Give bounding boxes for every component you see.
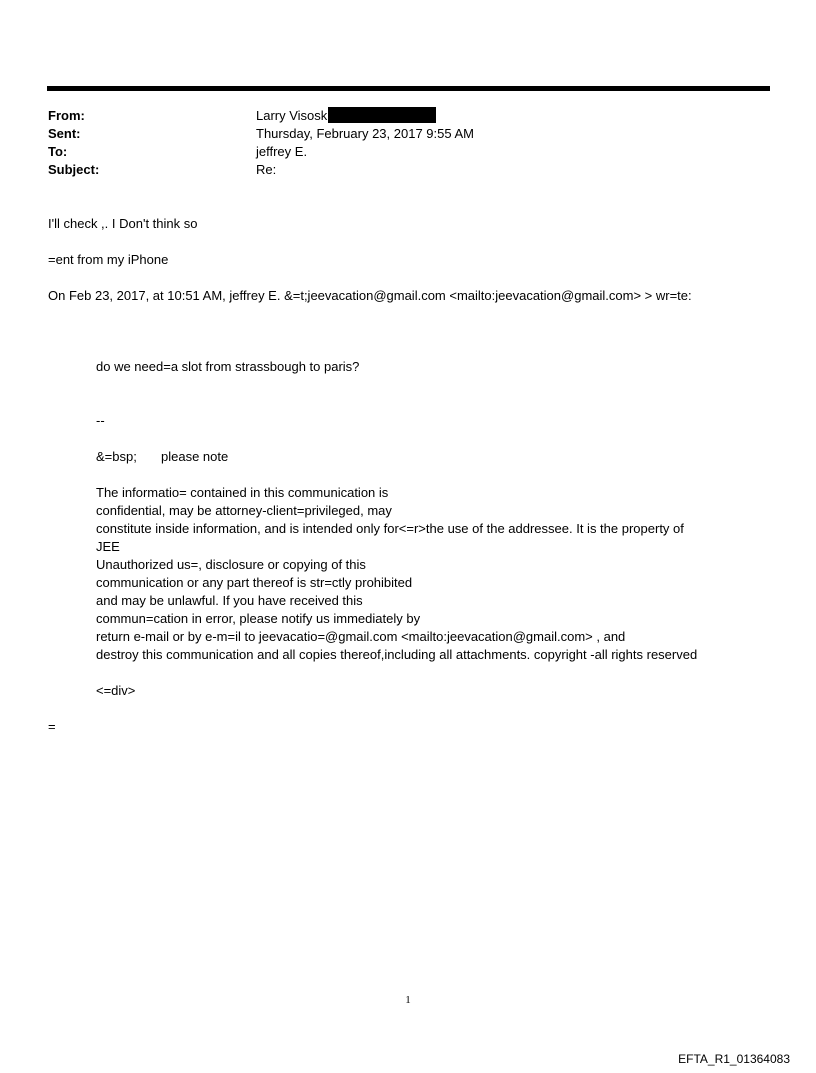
from-value [256, 107, 436, 125]
to-value: jeffrey E. [256, 144, 308, 159]
redaction-box [328, 107, 436, 123]
document-id: EFTA_R1_01364083 [678, 1052, 790, 1066]
disclaimer-line: confidential, may be attorney-client=privileged, may [96, 503, 392, 518]
disclaimer-line: Unauthorized us=, disclosure or copying of this [96, 557, 366, 572]
from-name: Larry Visosk [256, 108, 328, 123]
sent-label: Sent: [48, 126, 81, 141]
disclaimer-line: constitute inside information, and is intended only for<=r>the use of the addressee. It is the property of [96, 521, 684, 536]
signature-line: =ent from my iPhone [48, 252, 169, 267]
disclaimer-line: communication or any part thereof is str=ctly prohibited [96, 575, 413, 590]
trailing-equals: = [48, 719, 56, 734]
from-label: From: [48, 108, 85, 123]
header-rule [47, 86, 770, 91]
disclaimer-line: The informatio= contained in this communication is [96, 485, 389, 500]
disclaimer-line: and may be unlawful. If you have received this [96, 593, 363, 608]
subject-value: Re: [256, 162, 277, 177]
div-close-token: <=div> [96, 683, 136, 698]
quote-intro: On Feb 23, 2017, at 10:51 AM, jeffrey E. &=t;jeevacation@gmail.com <mailto:jeevacation@gmail.com> > wr=te: [48, 288, 692, 303]
signature-separator: -- [96, 413, 105, 428]
to-label: To: [48, 144, 68, 159]
page-number: 1 [405, 994, 411, 1006]
reply-line: I'll check ,. I Don't think so [48, 216, 198, 231]
question-line: do we need=a slot from strassbough to paris? [96, 359, 360, 374]
subject-label: Subject: [48, 162, 100, 177]
disclaimer-line: return e-mail or by e-m=il to jeevacatio=@gmail.com <mailto:jeevacation@gmail.com> , and [96, 629, 626, 644]
sent-value: Thursday, February 23, 2017 9:55 AM [256, 126, 474, 141]
disclaimer-line: JEE [96, 539, 120, 554]
please-note: please note [161, 449, 229, 464]
nbsp-token: &=bsp; [96, 449, 137, 464]
disclaimer-line: destroy this communication and all copies thereof,including all attachments. copyright -all rights reserved [96, 647, 698, 662]
disclaimer-line: commun=cation in error, please notify us immediately by [96, 611, 421, 626]
